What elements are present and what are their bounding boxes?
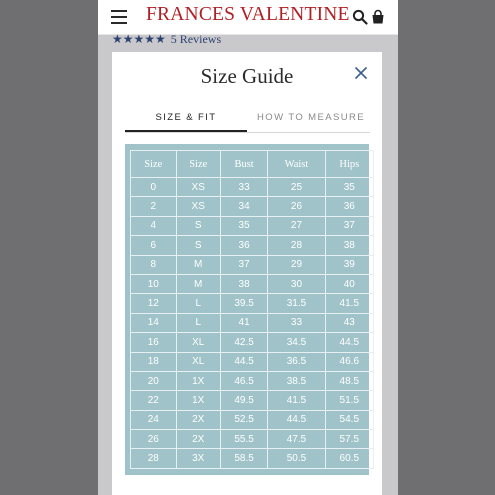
table-cell: 38	[326, 236, 374, 255]
size-table	[130, 150, 374, 469]
bag-icon[interactable]	[370, 9, 386, 25]
table-cell: 34	[221, 197, 269, 216]
table-row	[130, 430, 374, 449]
table-cell: 2	[130, 197, 177, 216]
table-cell: L	[177, 294, 221, 313]
table-cell: 10	[130, 275, 177, 294]
table-cell: 35	[326, 178, 374, 197]
table-cell: 38.5	[268, 372, 325, 391]
rating-stars: ★★★★★	[112, 31, 166, 46]
table-cell: 31.5	[268, 294, 325, 313]
reviews-count: 5 Reviews	[170, 31, 222, 46]
table-cell: 34.5	[268, 333, 325, 352]
table-cell: 28	[268, 236, 325, 255]
table-cell: 18	[130, 353, 177, 372]
table-cell: XL	[177, 353, 221, 372]
table-cell: L	[177, 314, 221, 333]
table-cell: 38	[221, 275, 269, 294]
table-cell: 37	[221, 256, 269, 275]
table-cell: 55.5	[221, 430, 269, 449]
table-cell: S	[177, 236, 221, 255]
table-cell: 43	[326, 314, 374, 333]
table-cell: 12	[130, 294, 177, 313]
table-cell: 51.5	[326, 391, 374, 410]
table-row	[130, 275, 374, 294]
table-row	[130, 236, 374, 255]
table-cell: 60.5	[326, 449, 374, 468]
table-cell: 41	[221, 314, 269, 333]
table-cell: XS	[177, 178, 221, 197]
close-icon[interactable]	[352, 64, 370, 82]
table-cell: 1X	[177, 391, 221, 410]
table-row	[130, 333, 374, 352]
table-cell: 4	[130, 217, 177, 236]
table-cell: 47.5	[268, 430, 325, 449]
modal-title: Size Guide	[200, 64, 294, 88]
table-cell: 44.5	[326, 333, 374, 352]
table-cell: 52.5	[221, 411, 269, 430]
column-header: Size	[177, 150, 221, 178]
table-cell: 42.5	[221, 333, 269, 352]
table-cell: 16	[130, 333, 177, 352]
brand-logo[interactable]: FRANCES VALENTINE	[146, 4, 350, 25]
table-cell: 3X	[177, 449, 221, 468]
table-cell: 41.5	[268, 391, 325, 410]
table-cell: 25	[268, 178, 325, 197]
table-cell: 27	[268, 217, 325, 236]
column-header: Waist	[268, 150, 325, 178]
table-cell: 29	[268, 256, 325, 275]
column-header: Hips	[326, 150, 374, 178]
column-header: Bust	[221, 150, 269, 178]
table-cell: 2X	[177, 411, 221, 430]
table-cell: 41.5	[326, 294, 374, 313]
menu-icon[interactable]	[111, 10, 127, 24]
reviews-summary[interactable]	[112, 32, 221, 46]
table-cell: 36.5	[268, 353, 325, 372]
table-row	[130, 449, 374, 468]
table-cell: 44.5	[221, 353, 269, 372]
table-row	[130, 294, 374, 313]
table-cell: 54.5	[326, 411, 374, 430]
search-icon[interactable]	[352, 9, 368, 25]
table-cell: XL	[177, 333, 221, 352]
size-guide-tabs	[125, 110, 370, 133]
table-row	[130, 178, 374, 197]
table-cell: 24	[130, 411, 177, 430]
table-cell: 26	[268, 197, 325, 216]
table-cell: 35	[221, 217, 269, 236]
column-header: Size	[130, 150, 177, 178]
table-row	[130, 217, 374, 236]
table-cell: 0	[130, 178, 177, 197]
table-cell: 30	[268, 275, 325, 294]
tab-size-fit[interactable]: SIZE & FIT	[125, 110, 247, 132]
table-cell: 36	[326, 197, 374, 216]
table-cell: S	[177, 217, 221, 236]
table-row	[130, 197, 374, 216]
table-cell: 14	[130, 314, 177, 333]
table-cell: 48.5	[326, 372, 374, 391]
table-cell: 2X	[177, 430, 221, 449]
table-cell: 33	[221, 178, 269, 197]
table-row	[130, 353, 374, 372]
table-cell: 39.5	[221, 294, 269, 313]
table-cell: 40	[326, 275, 374, 294]
table-cell: M	[177, 275, 221, 294]
table-row	[130, 411, 374, 430]
table-row	[130, 372, 374, 391]
table-cell: 39	[326, 256, 374, 275]
table-cell: M	[177, 256, 221, 275]
table-cell: 49.5	[221, 391, 269, 410]
table-cell: XS	[177, 197, 221, 216]
table-cell: 1X	[177, 372, 221, 391]
table-cell: 22	[130, 391, 177, 410]
tab-how-to-measure[interactable]: HOW TO MEASURE	[257, 112, 365, 123]
table-cell: 44.5	[268, 411, 325, 430]
table-row	[130, 256, 374, 275]
table-cell: 57.5	[326, 430, 374, 449]
table-row	[130, 314, 374, 333]
table-cell: 46.5	[221, 372, 269, 391]
table-cell: 28	[130, 449, 177, 468]
table-cell: 26	[130, 430, 177, 449]
table-cell: 8	[130, 256, 177, 275]
table-cell: 50.5	[268, 449, 325, 468]
size-table-container	[125, 144, 369, 475]
table-cell: 37	[326, 217, 374, 236]
table-header-row	[130, 150, 374, 178]
table-cell: 33	[268, 314, 325, 333]
table-cell: 58.5	[221, 449, 269, 468]
size-guide-modal	[112, 52, 382, 495]
table-cell: 36	[221, 236, 269, 255]
table-cell: 6	[130, 236, 177, 255]
table-row	[130, 391, 374, 410]
table-cell: 20	[130, 372, 177, 391]
site-header	[98, 0, 398, 35]
table-cell: 46.6	[326, 353, 374, 372]
phone-viewport	[98, 0, 398, 495]
